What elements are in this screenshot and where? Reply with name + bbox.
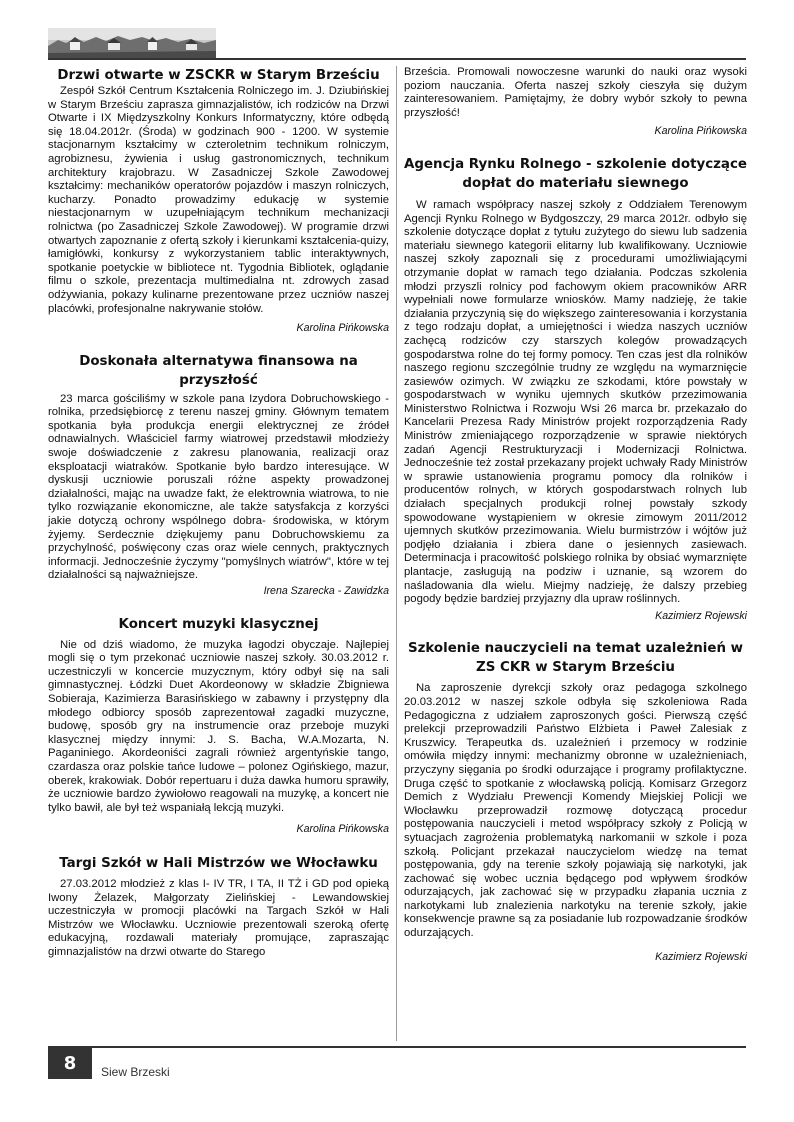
column-divider <box>396 66 397 1041</box>
article-targi <box>48 854 389 960</box>
article-title: Doskonała alternatywa finansowa na przyszłość <box>79 353 358 388</box>
article-author: Karolina Pińkowska <box>654 125 747 138</box>
article-author: Karolina Pińkowska <box>296 322 389 335</box>
article-title: Targi Szkół w Hali Mistrzów we Włocławku <box>59 855 378 871</box>
article-author: Karolina Pińkowska <box>296 823 389 836</box>
article-paragraph: Zespół Szkół Centrum Kształcenia Rolniczego im. J. Dziubińskiej w Starym Brześciu zaprasza gimnazjalistów, ich rodziców na Drzwi Otwarte i IX Międzyszkolny Konkurs Informatyczny, które odbędą się 18.04.2012r. (Środa) w godzinach 900 - 1200. W systemie stacjonarnym kształcimy w czteroletnim technikum rolniczym, agrobiznesu, żywienia i usług gastronomicznych, technikum architektury krajobrazu. W Zasadniczej Szkole Zawodowej kształcimy: mechaników operatorów pojazdów i maszyn rolniczych, kucharzy. Ponadto prowadzimy edukację w systemie niestacjonarnym w uzupełniającym technikum mechanizacji rolnictwa (po Zasadniczej Szkole Zawodowej). W programie drzwi otwartych zapoznanie z ofertą szkoły i kierunkami kształcenia-quizy, łamigłówki, konkursy z wykorzystaniem tablic interaktywnych, spotkanie poetyckie w bibliotece nt. Tygodnia Bibliotek, oglądanie filmu o szkole, prezentacja multimedialna nt. zdrowych zasad odżywiania, pokazy kulinarne prezentowane przez uczniów naszej placówki, profesjonalne nakrywanie stołów. <box>48 85 389 315</box>
article-arr <box>404 155 747 623</box>
article-koncert <box>48 615 389 837</box>
publication-title: Siew Brzeski <box>101 1065 170 1079</box>
article-title: Szkolenie nauczycieli na temat uzależnień w ZS CKR w Starym Brześciu <box>407 641 744 676</box>
header-village-photo <box>48 28 216 58</box>
article-paragraph: 23 marca gościliśmy w szkole pana Izydora Dobruchowskiego - rolnika, przedsiębiorcę z terenu naszej gminy. Głównym tematem spotkania była produkcja energii elektrycznej ze źródeł odnawialnych. Właściciel farmy wiatrowej przedstawił młodzieży swoje doświadczenie z zakresu planowania, realizacji oraz eksploatacji wiatraków. Spotkanie było bardzo interesujące. W dyskusji uczniowie poruszali różne aspekty prowadzonej działalności, mając na uwadze fakt, że elektrownia wiatrowa, to nie tylko rozwiązanie ekonomiczne, ale także satysfakcja z korzyści jakie dotyczą ochrony wspólnego dobra- środowiska, w którym żyjemy. Serdecznie dziękujemy panu Dobruchowskiemu za przychylność, poświęcony czas oraz wiele cennych, praktycznych informacji. Jednocześnie życzymy "pomyślnych wiatrów", które w tej działalności są najważniejsze. <box>48 392 389 582</box>
right-column <box>404 66 747 964</box>
article-author: Kazimierz Rojewski <box>655 609 747 622</box>
article-paragraph: Na zaproszenie dyrekcji szkoły oraz pedagoga szkolnego 20.03.2012 w naszej szkole odbyła się szkoleniowa Rada Pedagogiczna z udziałem zaproszonych gości. Pierwszą część prelekcji przeprowadzili Państwo Elżbieta i Paweł Zalesiak z Kruszwicy. Terapeutka ds. uzależnień i przemocy w rodzinie omówiła między innymi: mechanizmy obronne w uzależnieniach, przyczyny sięgania po środki odurzające i programy profilaktyczne. Druga część to spotkanie z włocławską policją. Komisarz Grzegorz Demich z Wydziału Prewencji Komendy Miejskiej Policji we Włocławku przeprowadził rozmowę dotyczącą procedur postępowania nauczycieli i metod współpracy szkoły z Policją w sytuacjach zagrożenia problematyką narkomanii w szkole i poza szkołą. Policjant przekazał nauczycielom wiedzę na temat postępowania, gdy na terenie szkoły pojawiają się narkotyki, jak zachować się wobec ucznia będącego pod wpływem środków odurzających, jak zachować się w przypadku złapania ucznia z narkotykami lub znalezienia narkotyku na terenie szkoły, jakie konsekwencje prawne są za posiadanie lub rozpowadzanie środków odurzających. <box>404 682 747 940</box>
article-title: Koncert muzyki klasycznej <box>118 616 319 632</box>
article-paragraph: 27.03.2012 młodzież z klas I- IV TR, I TA, II TŻ i GD pod opieką Iwony Żelazek, Małgorzaty Zielińskiej - Lewandowskiej uczestniczyła w promocji placówki na Targach Szkół w Hali Mistrzów we Włocławku. Uczniowie prezentowali szeroką ofertę edukacyjną, rozdawali materiały promujące, zapraszając gimnazjalistów na drzwi otwarte do Starego <box>48 877 389 958</box>
article-title: Agencja Rynku Rolnego - szkolenie dotyczące dopłat do materiału siewnego <box>404 156 747 191</box>
article-drzwi-otwarte <box>48 66 389 336</box>
article-alternatywa <box>48 352 389 599</box>
article-paragraph-continued: Brześcia. Promowali nowoczesne warunki do nauki oraz wysoki poziom nauczania. Oferta naszej szkoły cieszyła się dużym zainteresowaniem. Pamiętajmy, że dobry wybór szkoły to pewna przyszłość! <box>404 66 747 119</box>
article-paragraph: W ramach współpracy naszej szkoły z Oddziałem Terenowym Agencji Rynku Rolnego w Bydgoszczy, 29 marca 2012r. odbyło się szkolenie dotyczące dopłat z tytułu zużytego do siewu lub sadzenia materiału siewnego kategorii elitarny lub kwalifikowany. Uczniowie naszej szkoły zapoznali się z procedurami umożliwiającymi otrzymanie dopłat w ramach tego działania. Podczas szkolenia młodzi przyszli rolnicy pod fachowym okiem pracowników ARR wypełniali nowe formularze wniosków. Mamy nadzieję, że takie działania przyczynią się do większego zainteresowania i korzystania z tego rodzaju dopłat, a umiejętności i wiedza naszych uczniów zachęcą rodziców czy starszych kolegów prowadzących gospodarstwa rolne do tej formy pomocy. Ten czas jest dla rolników naszego regionu szczególnie trudny ze względu na wymarznięcie zasiewów ozimych. W związku ze szkodami, które powstały w gospodarstwach w wyniku ujemnych skutków przezimowania Ministerstwo Rolnictwa i Rozwoju Wsi 26 marca br. przekazało do Kancelarii Prezesa Rady Ministrów projekt rozporządzenia Rady Ministrów zmieniającego rozporządzenie w sprawie niektórych zadań Agencji Restrukturyzacji i Modernizacji Rolnictwa. Jednocześnie też został przekazany projekt uchwały Rady Ministrów w sprawie ustanowienia programu pomocy dla rolników i producentów rolnych, w których gospodarstwach rolnych lub działach specjalnych produkcji rolnej powstały szkody spowodowane wystąpieniem w okresie zimowym 2011/2012 ujemnych skutków przezimowania. Wielu burmistrzów i wójtów już podjęło działania i zbiera dane o jesiennych zasiewach. Determinacja i pracowitość polskiego rolnika by obsiać wymarznięte plantacje, zasługują na podziw i uznanie, są wzorem do naśladowania dla wielu. Miejmy nadzieję, że dalszy przebieg pogody będzie bardziej przyjazny dla upraw roślinnych. <box>404 198 747 606</box>
article-paragraph: Nie od dziś wiadomo, że muzyka łagodzi obyczaje. Najlepiej mogli się o tym przekonać uczniowie naszej szkoły. 30.03.2012 r. uczestniczyli w koncercie muzycznym, który odbył się na sali gimnastycznej. Łódzki Duet Akordeonowy w składzie Zbigniewa Sobieraja, Kazimierza Barasińskiego w zabawny i przystępny dla młodego odbiorcy sposób zaprezentował zagadki muzyczne, budowę, sposób gry na instrumencie oraz przeboje muzyki klasycznej między innymi: J. S. Bacha, W.A.Mozarta, N. Paganiniego. Akordeoniści zagrali również argentyńskie tango, czardasza oraz polskie tańce ludowe – polonez Ogińskiego, mazur, oberek, krakowiak. Dobór repertuaru i duża dawka humoru sprawiły, że uczniowie bardzo żywiołowo reagowali na muzykę, a koncert nie tylko bawił, ale był też wspaniałą lekcją muzyki. <box>48 638 389 814</box>
header-rule <box>48 58 746 60</box>
article-szkolenie-nauczycieli <box>404 639 747 964</box>
page-number: 8 <box>48 1048 92 1079</box>
article-author: Irena Szarecka - Zawidzka <box>263 585 389 597</box>
article-author: Kazimierz Rojewski <box>655 950 747 963</box>
footer-rule <box>48 1046 746 1048</box>
article-title: Drzwi otwarte w ZSCKR w Starym Brześciu <box>57 68 380 83</box>
left-column <box>48 66 389 959</box>
article-targi-continued <box>404 66 747 139</box>
